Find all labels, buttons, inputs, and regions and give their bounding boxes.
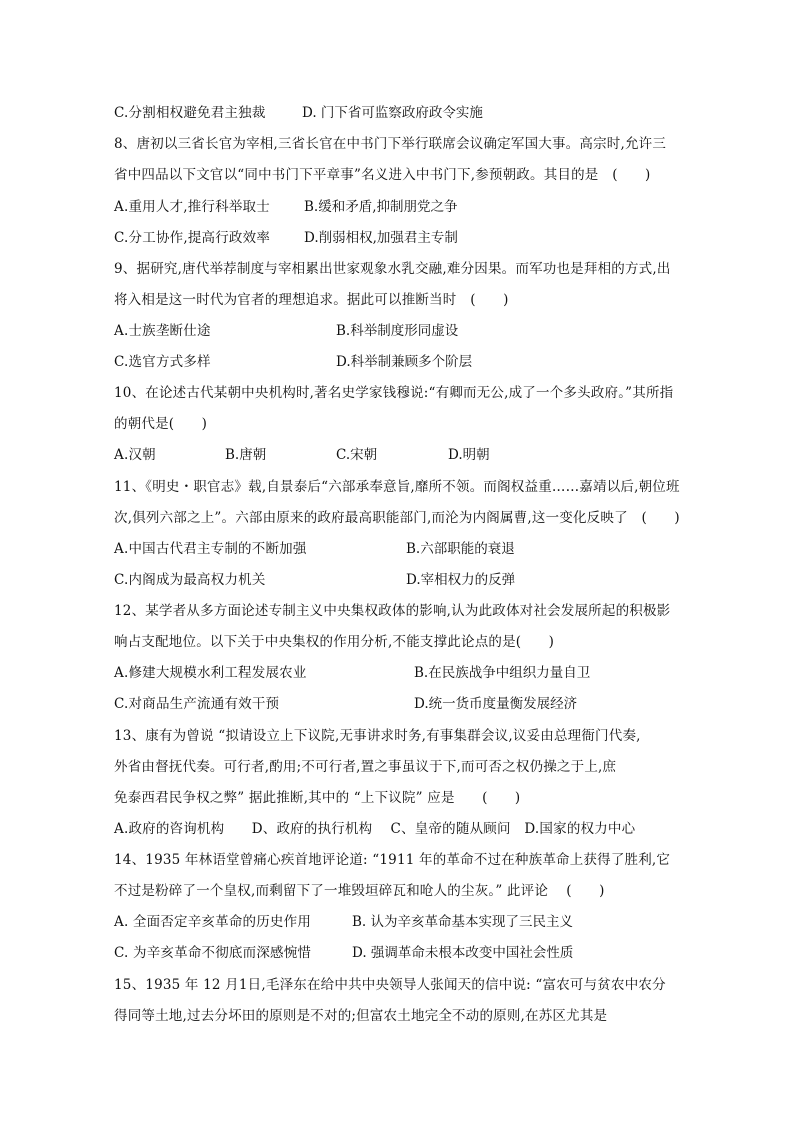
q8-stem-line-2: 省中四品以下文官以“同中书门下平章事”名义进入中书门下,参预朝政。其目的是 ( ) — [114, 167, 651, 183]
q11-stem-line-2: 次,俱列六部之上”。六部由原来的政府最高职能部门,而沦为内阁属曹,这一变化反映了 ( ) — [114, 510, 680, 526]
q13-stem-line-2: 外省由督抚代奏。可行者,酌用;不可行者,置之事虽议于下,而可否之权仍操之于上,庶 — [114, 759, 617, 775]
q14-option-a: A. 全面否定辛亥革命的历史作用 — [114, 914, 312, 930]
q9-option-a: A.士族垄断仕途 — [114, 323, 211, 339]
q7-option-d: D. 门下省可监察政府政令实施 — [302, 105, 483, 121]
q8-option-c: C.分工协作,提高行政效率 — [114, 230, 271, 246]
q15-stem-line-2: 得同等土地,过去分坏田的原则是不对的;但富农土地完全不动的原则,在苏区尤其是 — [114, 1008, 608, 1024]
q12-option-d: D.统一货币度量衡发展经济 — [414, 696, 578, 712]
q10-stem-line-1: 10、在论述古代某朝中央机构时,著名史学家钱穆说:“有卿而无公,成了一个多头政府。”其所指 — [114, 385, 674, 401]
q11-option-d: D.宰相权力的反弹 — [406, 572, 516, 588]
q12-option-b: B.在民族战争中组织力量自卫 — [414, 665, 591, 681]
q12-option-c: C.对商品生产流通有效干预 — [114, 696, 280, 712]
q14-option-b: B. 认为辛亥革命基本实现了三民主义 — [352, 914, 574, 930]
q12-option-a: A.修建大规模水利工程发展农业 — [114, 665, 307, 681]
q7-option-c: C.分割相权避免君主独裁 — [114, 105, 266, 121]
q14-stem-line-1: 14、1935 年林语堂曾痛心疾首地评论道: “1911 年的革命不过在种族革命上获得了胜利,它 — [114, 852, 671, 868]
q14-option-d: D. 强调革命未根本改变中国社会性质 — [352, 945, 574, 961]
q12-stem-line-1: 12、某学者从多方面论述专制主义中央集权政体的影响,认为此政体对社会发展所起的积极影 — [114, 603, 671, 619]
q11-option-b: B.六部职能的衰退 — [406, 541, 515, 557]
q13-stem-line-1: 13、康有为曾说 “拟请设立上下议院,无事讲求时务,有事集群会议,议妥由总理衙门代奏, — [114, 728, 641, 744]
q11-option-c: C.内阁成为最高权力机关 — [114, 572, 266, 588]
q12-stem-line-2: 响占支配地位。以下关于中央集权的作用分析,不能支撑此论点的是( ) — [114, 634, 555, 650]
q13-stem-line-3: 免泰西君民争权之弊” 据此推断,其中的 “上下议院” 应是 ( ) — [114, 790, 521, 806]
q9-option-d: D.科举制兼顾多个阶层 — [336, 354, 473, 370]
q14-option-c: C. 为辛亥革命不彻底而深感惋惜 — [114, 945, 312, 961]
q15-stem-line-1: 15、1935 年 12 月1日,毛泽东在给中共中央领导人张闻天的信中说: “富农可与贫农中农分 — [114, 977, 666, 993]
q13-options: A.政府的咨询机构 D、政府的执行机构 C、皇帝的随从顾问 D.国家的权力中心 — [114, 821, 636, 837]
q10-option-d: D.明朝 — [448, 447, 490, 463]
q10-option-b: B.唐朝 — [225, 447, 267, 463]
q14-stem-line-2: 不过是粉碎了一个皇权,而剩留下了一堆毁垣碎瓦和呛人的尘灰。” 此评论 ( ) — [114, 883, 605, 899]
q8-option-d: D.削弱相权,加强君主专制 — [304, 230, 458, 246]
q11-option-a: A.中国古代君主专制的不断加强 — [114, 541, 307, 557]
q8-stem-line-1: 8、唐初以三省长官为宰相,三省长官在中书门下举行联席会议确定军国大事。高宗时,允许三 — [114, 136, 667, 152]
q8-option-b: B.缓和矛盾,抑制朋党之争 — [304, 199, 458, 215]
q10-stem-line-2: 的朝代是( ) — [114, 416, 208, 432]
q10-option-c: C.宋朝 — [336, 447, 378, 463]
q9-option-b: B.科举制度形同虚设 — [336, 323, 459, 339]
q10-option-a: A.汉朝 — [114, 447, 156, 463]
q9-option-c: C.选官方式多样 — [114, 354, 211, 370]
q8-option-a: A.重用人才,推行科举取士 — [114, 199, 270, 215]
q9-stem-line-2: 将入相是这一时代为官者的理想追求。据此可以推断当时 ( ) — [114, 292, 509, 308]
q9-stem-line-1: 9、据研究,唐代举荐制度与宰相累出世家观象水乳交融,难分因果。而军功也是拜相的方式,出 — [114, 261, 671, 277]
q11-stem-line-1: 11、《明史・职官志》载,自景泰后“六部承奉意旨,靡所不领。而阁权益重……嘉靖以后,朝位班 — [114, 479, 680, 495]
